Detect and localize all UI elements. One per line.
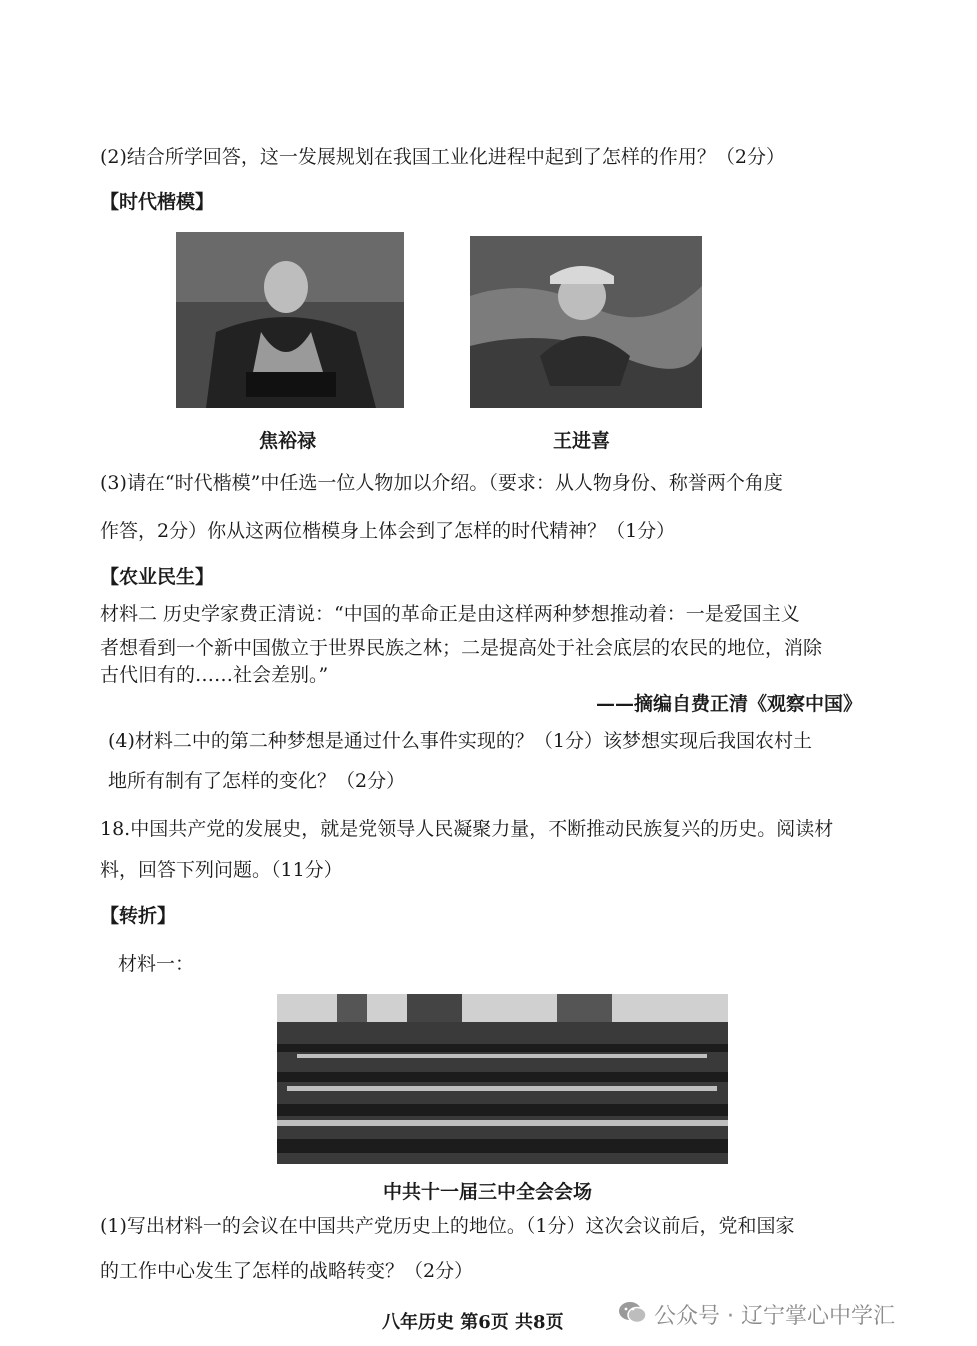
watermark [618,1296,958,1332]
question-17-2: (2)结合所学回答，这一发展规划在我国工业化进程中起到了怎样的作用？（2分） [100,146,786,168]
question-18-intro-line1: 18.中国共产党的发展史，就是党领导人民凝聚力量，不断推动民族复兴的历史。阅读材 [100,818,834,840]
third-plenum-photo [277,994,728,1164]
section-heading-models: 【时代楷模】 [100,191,215,213]
question-17-4-line2: 地所有制有了怎样的变化？（2分） [108,770,406,792]
question-18-1-line2: 的工作中心发生了怎样的战略转变？（2分） [100,1260,474,1282]
question-17-3-line2: 作答，2分）你从这两位楷模身上体会到了怎样的时代精神？（1分） [100,520,676,542]
caption-wang-jinxi: 王进喜 [553,430,611,452]
caption-jiao-yulu: 焦裕禄 [259,430,317,452]
material-2-line1: 材料二 历史学家费正清说：“中国的革命正是由这样两种梦想推动着：一是爱国主义 [100,603,800,625]
material-2-source: ——摘编自费正清《观察中国》 [596,693,863,715]
question-17-3-line1: (3)请在“时代楷模”中任选一位人物加以介绍。（要求：从人物身份、称誉两个角度 [100,472,783,494]
question-18-1-line1: (1)写出材料一的会议在中国共产党历史上的地位。（1分）这次会议前后，党和国家 [100,1215,795,1237]
page-footer: 八年历史 第6页 共8页 [382,1312,564,1333]
watermark-text: 公众号 · 辽宁掌心中学汇 [654,1304,895,1329]
wechat-icon [618,1300,648,1330]
photo-caption-third-plenum: 中共十一届三中全会会场 [383,1181,593,1203]
section-heading-agriculture: 【农业民生】 [100,566,215,588]
wang-jinxi-photo [470,236,702,408]
section-heading-turning-point: 【转折】 [100,905,177,927]
material-2-line2: 者想看到一个新中国傲立于世界民族之林；二是提高处于社会底层的农民的地位，消除 [100,637,823,659]
material-2-line3: 古代旧有的……社会差别。” [100,664,329,686]
jiao-yulu-photo [176,232,404,408]
material-1-label: 材料一： [118,953,195,975]
question-18-intro-line2: 料，回答下列问题。（11分） [100,859,343,881]
question-17-4-line1: (4)材料二中的第二种梦想是通过什么事件实现的？（1分）该梦想实现后我国农村土 [108,730,813,752]
